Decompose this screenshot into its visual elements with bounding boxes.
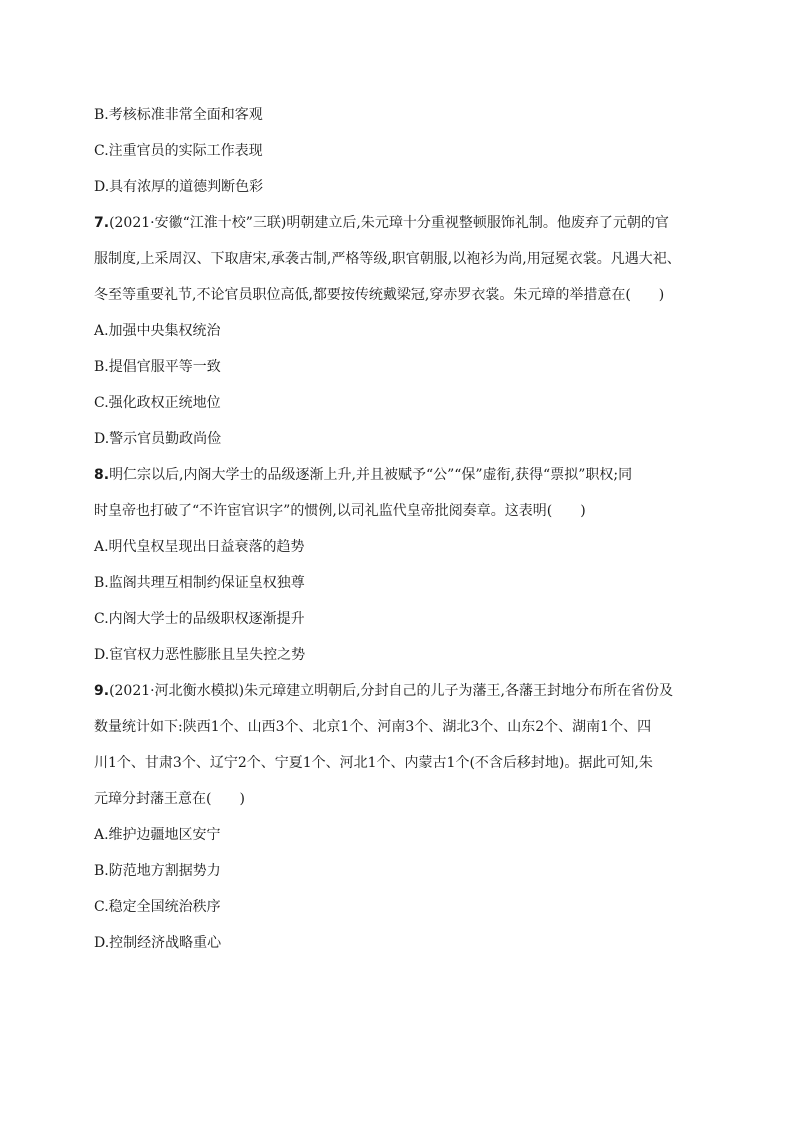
q7-stem-line-1 xyxy=(94,210,714,246)
q9-option-a: A.维护边疆地区安宁 xyxy=(94,827,221,843)
q6-option-b: B.考核标准非常全面和客观 xyxy=(94,107,263,123)
q6-option-d: D.具有浓厚的道德判断色彩 xyxy=(94,179,264,195)
q8-stem-line-1 xyxy=(94,462,714,498)
q7-option-a: A.加强中央集权统治 xyxy=(94,323,221,339)
q9-option-d: D.控制经济战略重心 xyxy=(94,935,222,951)
q8-option-d: D.宦官权力恶性膨胀且呈失控之势 xyxy=(94,647,306,663)
q7-option-d: D.警示官员勤政尚俭 xyxy=(94,431,222,447)
q7-stem-line-3: 冬至等重要礼节,不论官员职位高低,都要按传统戴梁冠,穿赤罗衣裳。朱元璋的举措意在( ) xyxy=(94,287,665,303)
q8-number: 8. xyxy=(94,467,110,483)
q9-stem-line-2: 数量统计如下:陕西1个、山西3个、北京1个、河南3个、湖北3个、山东2个、湖南1个、四 xyxy=(94,719,652,735)
question-content xyxy=(94,102,714,966)
q7-number: 7. xyxy=(94,215,110,231)
q7-option-b: B.提倡官服平等一致 xyxy=(94,359,221,375)
q8-stem-line-2: 时皇帝也打破了“不许宦官识字”的惯例,以司礼监代皇帝批阅奏章。这表明( ) xyxy=(94,503,586,519)
q8-option-b: B.监阁共理互相制约保证皇权独尊 xyxy=(94,575,305,591)
q9-stem-line-4: 元璋分封藩王意在( ) xyxy=(94,791,245,807)
q7-stem-text-1: (2021·安徽“江淮十校”三联)明朝建立后,朱元璋十分重视整顿服饰礼制。他废弃了元朝的官 xyxy=(109,215,669,231)
q7-option-c: C.强化政权正统地位 xyxy=(94,395,221,411)
q6-option-c: C.注重官员的实际工作表现 xyxy=(94,143,263,159)
q8-option-c: C.内阁大学士的品级职权逐渐提升 xyxy=(94,611,305,627)
q9-stem-line-1 xyxy=(94,678,714,714)
q9-number: 9. xyxy=(94,683,110,699)
q9-stem-text-1: (2021·河北衡水模拟)朱元璋建立明朝后,分封自己的儿子为藩王,各藩王封地分布所在省份及 xyxy=(109,683,673,699)
q7-stem-line-2: 服制度,上采周汉、下取唐宋,承袭古制,严格等级,职官朝服,以袍衫为尚,用冠冕衣裳。凡遇大祀、 xyxy=(94,251,681,267)
q9-option-b: B.防范地方割据势力 xyxy=(94,863,221,879)
q9-stem-line-3: 川1个、甘肃3个、辽宁2个、宁夏1个、河北1个、内蒙古1个(不含后移封地)。据此可知,朱 xyxy=(94,755,653,771)
q8-option-a: A.明代皇权呈现出日益衰落的趋势 xyxy=(94,539,305,555)
q9-option-c: C.稳定全国统治秩序 xyxy=(94,899,221,915)
q8-stem-text-1: 明仁宗以后,内阁大学士的品级逐渐上升,并且被赋予“公”“保”虚衔,获得“票拟”职权;同 xyxy=(109,467,633,483)
